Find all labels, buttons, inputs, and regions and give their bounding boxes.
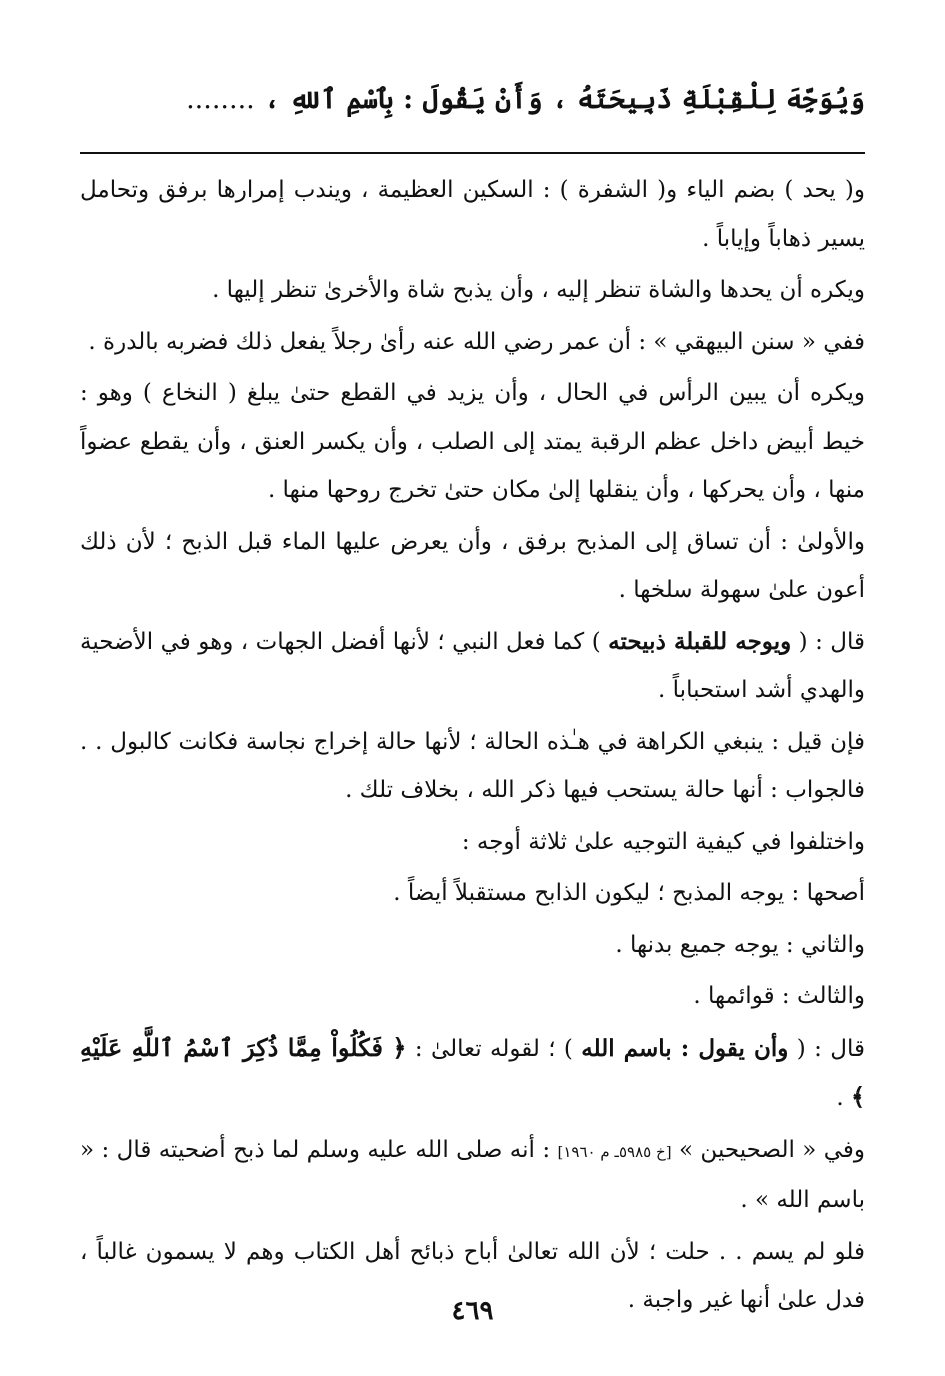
commentary-paragraph	[80, 869, 865, 918]
commentary-paragraph	[80, 972, 865, 1021]
paragraph-text: والثالث : قوائمها .	[693, 983, 865, 1009]
page-number: ٤٦٩	[451, 1296, 494, 1326]
paragraph-text: ويكره أن يحدها والشاة تنظر إليه ، وأن يذبح شاة والأخرىٰ تنظر إليها .	[212, 277, 865, 303]
paragraph-text: واختلفوا في كيفية التوجيه علىٰ ثلاثة أوجه :	[461, 828, 865, 855]
paragraph-text: فلو لم يسم . . حلت ؛ لأن الله تعالىٰ أباح ذبائح أهل الكتاب وهم لا يسمون غالباً ، فدل علىٰ أنها غير واجبة .	[80, 1238, 865, 1313]
commentary-paragraph	[80, 369, 865, 515]
commentary-body	[80, 166, 865, 1328]
paragraph-text: ) كما فعل النبي ؛ لأنها أفضل الجهات ، وهو في الأضحية والهدي أشد استحباباً .	[80, 628, 865, 703]
paragraph-text: وفي « الصحيحين »	[671, 1136, 865, 1163]
paragraph-text: : أنه صلى الله عليه وسلم لما ذبح أضحيته قال : « باسم الله » .	[80, 1136, 865, 1213]
commentary-paragraph	[80, 266, 865, 315]
commentary-paragraph	[80, 818, 865, 867]
paragraph-text: ففي « سنن البيهقي » : أن عمر رضي الله عنه رأىٰ رجلاً يفعل ذلك فضربه بالدرة .	[88, 328, 865, 355]
commentary-paragraph	[80, 318, 865, 367]
commentary-paragraph	[80, 518, 865, 615]
hadith-reference: [خ ٥٩٨٥ـ م ١٩٦٠]	[557, 1142, 672, 1161]
matn-quote: ويوجه للقبلة ذبيحته	[608, 627, 792, 655]
commentary-paragraph	[80, 618, 865, 715]
commentary-paragraph	[80, 1024, 865, 1123]
paragraph-text: والثاني : يوجه جميع بدنها .	[615, 931, 865, 958]
paragraph-text: .	[836, 1085, 851, 1111]
header-divider	[80, 152, 865, 154]
commentary-paragraph	[80, 921, 865, 970]
matn-header-line	[80, 78, 865, 122]
book-page	[80, 70, 865, 1360]
paragraph-text: ويكره أن يبين الرأس في الحال ، وأن يزيد في القطع حتىٰ يبلغ ( النخاع ) وهو : خيط أبيض داخل عظم الرقبة يمتد إلى الصلب ، وأن يكسر العنق ، وأن يقطع عضواً منها ، وأن يحركها ، وأن ينقلها إلىٰ مكان حتىٰ تخرج روحها منها .	[80, 380, 865, 503]
quran-verse: ﴿ فَكُلُواْ مِمَّا ذُكِرَ ٱسْمُ ٱللَّهِ عَلَيْهِ ﴾	[80, 1032, 865, 1111]
paragraph-text: قال : (	[791, 628, 865, 655]
matn-dots: ........	[186, 84, 255, 115]
commentary-paragraph	[80, 1126, 865, 1225]
matn-quote: وأن يقول : باسم الله	[581, 1034, 789, 1062]
paragraph-text: والأولىٰ : أن تساق إلى المذبح برفق ، وأن يعرض عليها الماء قبل الذبح ؛ لأن ذلك أعون علىٰ سهولة سلخها .	[80, 528, 865, 603]
matn-text: وَيُوَجِّهَ لِلْقِبْلَةِ ذَبِيحَتَهُ ، وَأَنْ يَقُولَ : بِٱسْمِ ٱللهِ ،	[264, 84, 865, 115]
paragraph-text: ) ؛ لقوله تعالىٰ :	[406, 1035, 582, 1062]
paragraph-text: فإن قيل : ينبغي الكراهة في هـٰذه الحالة ؛ لأنها حالة إخراج نجاسة فكانت كالبول . . فالجواب : أنها حالة يستحب فيها ذكر الله ، بخلاف تلك .	[80, 728, 865, 803]
commentary-paragraph	[80, 166, 865, 263]
paragraph-text: قال : (	[788, 1035, 865, 1062]
commentary-paragraph	[80, 718, 865, 815]
paragraph-text: أصحها : يوجه المذبح ؛ ليكون الذابح مستقبلاً أيضاً .	[393, 880, 865, 906]
paragraph-text: و( يحد ) بضم الياء و( الشفرة ) : السكين العظيمة ، ويندب إمرارها برفق وتحامل يسير ذهاباً وإياباً .	[80, 177, 865, 252]
